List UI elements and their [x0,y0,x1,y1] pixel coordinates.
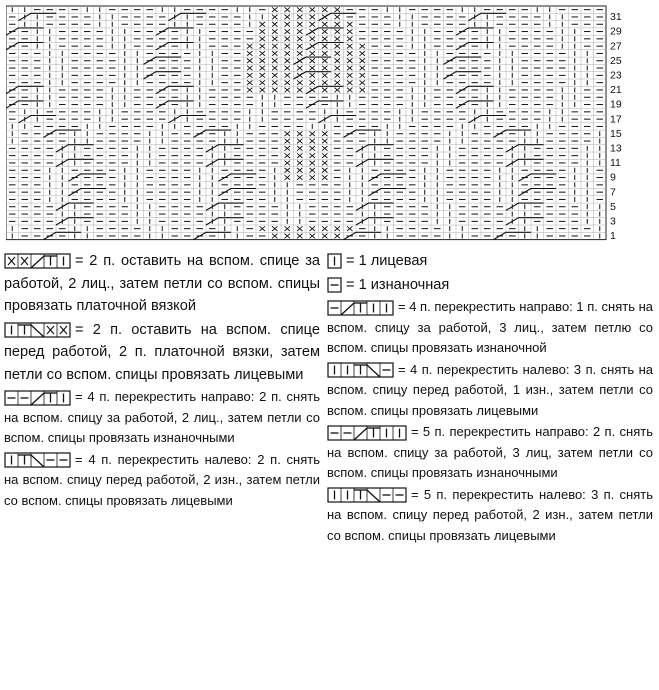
row-number-label: 7 [610,186,616,199]
stitch-symbol-icon [327,277,342,293]
legend-left-column [4,250,320,512]
legend-entry-garter-cross-right [4,250,320,318]
knitting-chart [6,4,656,244]
legend-description: = 2 п. оставить на вспом. спице перед работой, 2 п. платочной вязки, затем петли со вспом. спицы провязать лицевыми [4,321,320,383]
legend-entry-knit [327,250,653,273]
legend-entry-cross-left-5 [327,485,653,547]
row-number-label: 23 [610,69,622,82]
legend-description: = 4 п. перекрестить налево: 3 п. снять на вспом. спицу перед работой, 1 изн., затем петли со вспом. спицы провязать лицевыми [327,361,653,418]
stitch-symbol-icon [327,425,407,441]
row-number-label: 11 [610,157,621,170]
legend-entry-purl [327,274,653,297]
legend-entry-text [4,450,320,512]
legend-entry-text [327,250,653,273]
row-number-label: 5 [610,200,616,213]
legend-entry-text [4,387,320,449]
legend-entry-cross-left-4-1purl [327,360,653,422]
legend-description: = 4 п. перекрестить направо: 2 п. снять на вспом. спицу за работой, 2 лиц., затем петли со вспом. спицы провязать изнаночными [4,389,320,445]
legend-description: = 1 лицевая [346,253,428,269]
legend-description: = 5 п. перекрестить налево: 3 п. снять на вспом. спицу перед работой, 2 изн., затем петли со вспом. спицы провязать лицевыми [327,486,653,543]
legend-entry-text [327,422,653,484]
row-number-label: 15 [610,127,622,140]
legend-entry-garter-cross-left [4,319,320,387]
row-number-label: 17 [610,113,622,126]
legend-description: = 5 п. перекрестить направо: 2 п. снять на вспом. спицу за работой, 3 лиц, затем петли со вспом. спицы провязать изнаночными [327,424,653,480]
legend-entry-cross-right-4-2purl [4,387,320,449]
legend-entry-cross-right-5 [327,422,653,484]
row-number-label: 29 [610,25,622,38]
legend-description: = 1 изнаночная [346,276,450,293]
legend-entry-text [4,250,320,318]
legend-description: = 4 п. перекрестить налево: 2 п. снять на вспом. спицу перед работой, 2 изн., затем петли со вспом. спицы провязать лицевыми [4,451,320,508]
legend-entry-cross-right-4-1purl [327,297,653,359]
legend-right-column [327,250,653,547]
knitting-chart-grid [6,4,656,244]
stitch-symbol-icon [4,253,71,269]
legend-entry-text [327,297,653,359]
legend-description: = 4 п. перекрестить направо: 1 п. снять на вспом. спицу за работой, 3 лиц., затем петлю со вспом. спицы провязать изнаночной [327,299,653,355]
row-number-label: 1 [610,230,616,243]
legend-entry-text [327,485,653,547]
legend-entry-text [327,274,653,297]
row-number-label: 3 [610,215,616,228]
legend-entry-text [327,360,653,422]
stitch-symbol-icon [327,300,394,316]
legend-description: = 2 п. оставить на вспом. спице за работой, 2 лиц., затем петли со вспом. спицы провязать платочной вязкой [4,253,320,314]
stitch-symbol-icon [327,253,342,269]
row-number-label: 27 [610,40,622,53]
row-number-label: 9 [610,171,616,184]
row-number-label: 19 [610,98,622,111]
stitch-symbol-icon [4,322,71,338]
stitch-symbol-icon [327,487,407,503]
row-number-label: 25 [610,54,622,67]
row-number-label: 31 [610,11,622,24]
stitch-symbol-icon [327,362,394,378]
legend-entry-text [4,319,320,387]
stitch-symbol-icon [4,452,71,468]
stitch-symbol-icon [4,390,71,406]
legend-entry-cross-left-4-2purl [4,450,320,512]
row-number-label: 21 [610,84,622,97]
row-number-label: 13 [610,142,622,155]
